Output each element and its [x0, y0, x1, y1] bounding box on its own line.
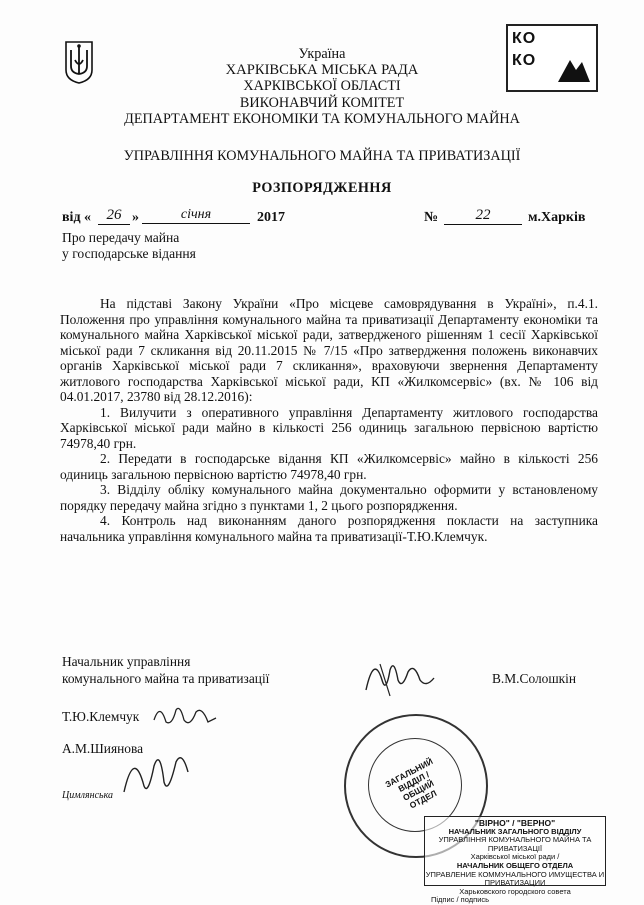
dateline-year: 2017 — [257, 210, 285, 225]
dateline-month: січня — [142, 207, 250, 224]
dateline-number: 22 — [444, 207, 522, 225]
subject — [62, 230, 196, 262]
approver-3: Цимлянська — [62, 790, 113, 801]
corner-stamp-line2: КО — [512, 52, 537, 69]
subject-line2: у господарське відання — [62, 246, 196, 261]
corner-stamp-line1: КО — [512, 30, 537, 47]
body-item-3: 3. Відділу обліку комунального майна документально оформити у встановленому порядку передачу майна згідно з пунктами 1, 2 цього розпорядження. — [60, 482, 598, 513]
header-country: Україна — [298, 46, 346, 62]
dateline-day: 26 — [98, 207, 130, 225]
certify-stamp-line1: НАЧАЛЬНИК ЗАГАЛЬНОГО ВІДДІЛУ — [448, 826, 582, 836]
document-type-title: РОЗПОРЯДЖЕННЯ — [252, 180, 392, 196]
certify-stamp — [424, 816, 606, 905]
approver-1: Т.Ю.Клемчук — [62, 709, 140, 724]
approver-1-signature — [150, 700, 220, 730]
certify-stamp-line5: УПРАВЛЕНИЕ КОММУНАЛЬНОГО ИМУЩЕСТВА И ПРИВАТИЗАЦИИ — [425, 869, 605, 888]
signature-title-line2: комунального майна та приватизації — [62, 671, 270, 686]
header-department: ДЕПАРТАМЕНТ ЕКОНОМІКИ ТА КОМУНАЛЬНОГО МАЙНА — [124, 111, 520, 127]
certify-stamp-line2: УПРАВЛІННЯ КОМУНАЛЬНОГО МАЙНА ТА ПРИВАТИЗАЦІЇ — [438, 835, 592, 853]
certify-stamp-line7: Підпис / подпись — [431, 895, 490, 905]
certify-stamp-title: "ВІРНО" / "ВЕРНО" — [474, 818, 556, 828]
body-item-1: 1. Вилучити з оперативного управління Департаменту житлового господарства Харківської міської ради майно в кількості 256 одиниць загальною первісною вартістю 74978,40 грн. — [60, 404, 598, 451]
signer-name: В.М.Солошкін — [492, 671, 577, 686]
round-seal-text: ЗАГАЛЬНИЙ ВІДДІЛ / ОБЩИЙ ОТДЕЛ — [383, 756, 439, 811]
certify-stamp-line3: Харківської міської ради / — [470, 852, 560, 862]
header-committee: ВИКОНАВЧИЙ КОМІТЕТ — [239, 95, 405, 111]
certify-stamp-line4: НАЧАЛЬНИК ОБЩЕГО ОТДЕЛА — [456, 860, 574, 870]
body-item-4: 4. Контроль над виконанням даного розпорядження покласти на заступника начальника управління комунального майна та приватизації-Т.Ю.Клемчук. — [60, 513, 598, 544]
certify-stamp-line6: Харьковского городского совета — [459, 886, 571, 896]
approver-2: А.М.Шиянова — [62, 741, 144, 756]
document-body — [60, 296, 598, 544]
signature-title — [62, 653, 269, 687]
subject-line1: Про передачу майна — [62, 230, 180, 245]
dateline-quote-close: » — [132, 210, 139, 225]
dateline — [62, 207, 602, 230]
director-signature — [360, 650, 440, 702]
dateline-city: м.Харків — [528, 210, 586, 225]
header-region: ХАРКІВСЬКОЇ ОБЛАСТІ — [243, 78, 401, 94]
signature-title-line1: Начальник управління — [62, 654, 191, 669]
body-preamble: На підставі Закону України «Про місцеве самоврядування в Україні», п.4.1. Положення про управління комунального майна та приватизації Департаменту економіки та комунального майна Харківської міської ради, затвердженого рішенням 1 сесії Харківської міської ради 7 скликання від 20.11.2015 № 7/15 «Про затвердження положень виконавчих органів Харківської міської ради 7 скликання», враховуючи звернення Департаменту житлового господарства Харківської міської ради, КП «Жилкомсервіс» (вх. № 106 від 04.01.2017, 23780 від 28.12.2016): — [60, 296, 598, 404]
body-item-2: 2. Передати в господарське відання КП «Жилкомсервіс» майно в кількості 256 одиниць загальною первісною вартістю 74978,40 грн. — [60, 451, 598, 482]
header-directorate: УПРАВЛІННЯ КОМУНАЛЬНОГО МАЙНА ТА ПРИВАТИЗАЦІЇ — [123, 148, 521, 164]
approver-2-signature — [114, 742, 194, 802]
dateline-number-label: № — [424, 210, 439, 225]
dateline-from: від « — [62, 210, 92, 225]
header-council: ХАРКІВСЬКА МІСЬКА РАДА — [225, 62, 419, 78]
